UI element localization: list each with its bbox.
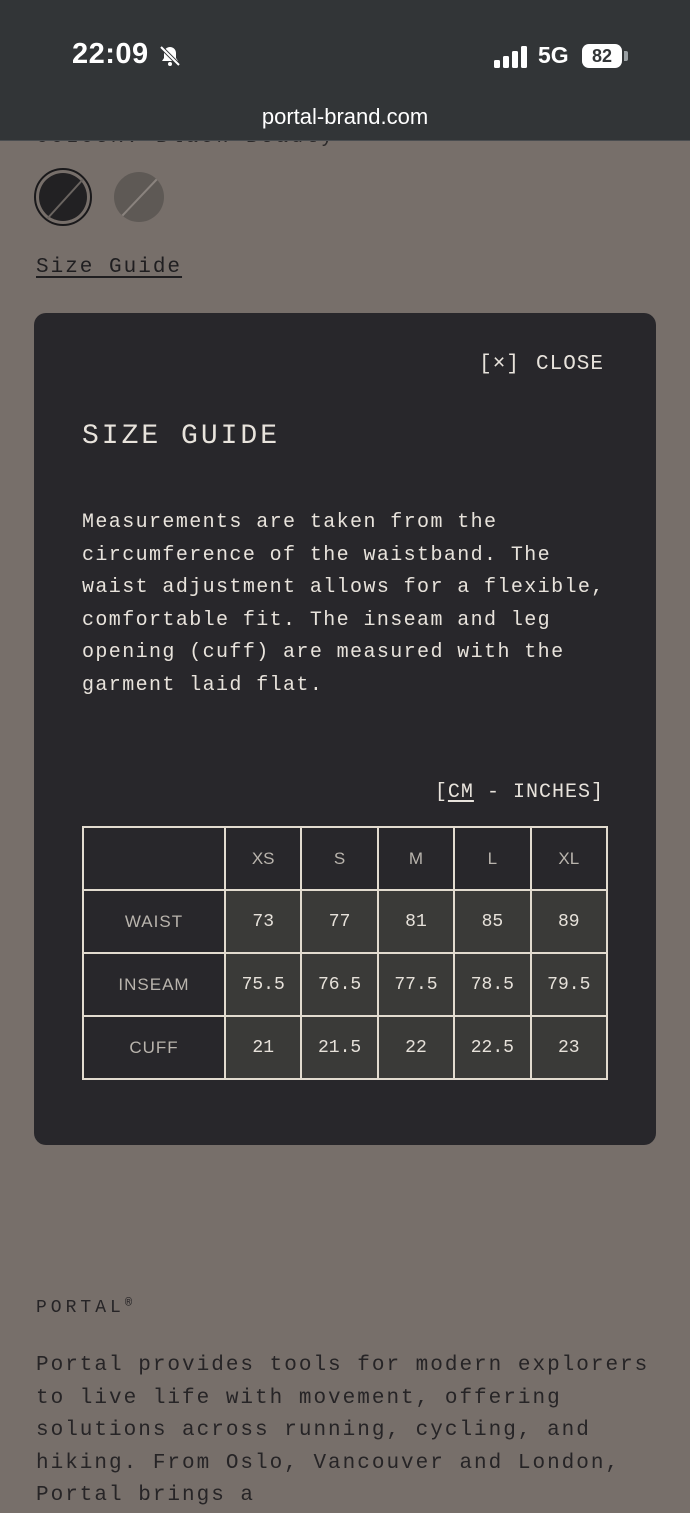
size-header: XS bbox=[225, 827, 301, 890]
table-cell: 78.5 bbox=[454, 953, 530, 1016]
close-icon: [×] bbox=[479, 353, 520, 376]
close-button[interactable] bbox=[479, 353, 604, 376]
table-cell: 79.5 bbox=[531, 953, 607, 1016]
table-row bbox=[83, 953, 607, 1016]
close-label: CLOSE bbox=[535, 353, 604, 376]
table-cell: 89 bbox=[531, 890, 607, 953]
brand-name: PORTAL bbox=[36, 1298, 125, 1318]
table-cell: 21 bbox=[225, 1016, 301, 1079]
strike-icon bbox=[114, 172, 164, 222]
address-bar-url[interactable]: portal-brand.com bbox=[261, 104, 429, 129]
network-type: 5G bbox=[538, 42, 569, 68]
status-time: 22:09 bbox=[72, 38, 149, 70]
size-guide-description: Measurements are taken from the circumference of the waistband. The waist adjustment allows for a flexible, comfortable fit. The inseam and leg opening (cuff) are measured with the garment laid flat. bbox=[82, 511, 605, 697]
row-label-cuff: CUFF bbox=[83, 1016, 225, 1079]
table-cell: 73 bbox=[225, 890, 301, 953]
size-table bbox=[82, 826, 608, 1080]
table-cell: 77 bbox=[301, 890, 377, 953]
table-cell: 22 bbox=[378, 1016, 454, 1079]
size-header-row bbox=[83, 827, 607, 890]
table-cell: 85 bbox=[454, 890, 530, 953]
unit-bracket-open: [ bbox=[434, 781, 448, 804]
table-corner-cell bbox=[83, 827, 225, 890]
strike-icon bbox=[36, 170, 92, 226]
registered-mark: ® bbox=[124, 1296, 133, 1310]
size-header: S bbox=[301, 827, 377, 890]
swatch-black[interactable] bbox=[34, 168, 92, 226]
table-cell: 77.5 bbox=[378, 953, 454, 1016]
bell-slash-icon bbox=[158, 44, 182, 68]
size-header: M bbox=[378, 827, 454, 890]
battery-tip bbox=[624, 51, 628, 61]
row-label-inseam: INSEAM bbox=[83, 953, 225, 1016]
size-header: XL bbox=[531, 827, 607, 890]
unit-cm-option[interactable]: CM bbox=[447, 781, 474, 804]
table-cell: 23 bbox=[531, 1016, 607, 1079]
unit-bracket-close: ] bbox=[590, 781, 604, 804]
swatch-grey[interactable] bbox=[114, 172, 164, 222]
size-guide-link[interactable]: Size Guide bbox=[36, 256, 183, 279]
table-cell: 81 bbox=[378, 890, 454, 953]
unit-toggle bbox=[435, 781, 604, 804]
battery-icon: 82 bbox=[582, 44, 622, 68]
table-cell: 76.5 bbox=[301, 953, 377, 1016]
size-guide-modal bbox=[34, 313, 656, 1145]
size-header: L bbox=[454, 827, 530, 890]
signal-icon bbox=[494, 46, 528, 68]
footer-brand bbox=[36, 1296, 132, 1318]
row-label-waist: WAIST bbox=[83, 890, 225, 953]
unit-separator: - bbox=[486, 781, 500, 804]
table-cell: 21.5 bbox=[301, 1016, 377, 1079]
table-cell: 22.5 bbox=[454, 1016, 530, 1079]
table-cell: 75.5 bbox=[225, 953, 301, 1016]
table-row bbox=[83, 890, 607, 953]
table-row bbox=[83, 1016, 607, 1079]
unit-inches-option[interactable]: INCHES bbox=[512, 781, 591, 804]
footer-about-text: Portal provides tools for modern explorers to live life with movement, offering solutions across running, cycling, and hiking. From Oslo, Vancouver and London, Portal brings a bbox=[36, 1354, 650, 1508]
browser-top-bar bbox=[0, 0, 690, 141]
modal-title: SIZE GUIDE bbox=[82, 421, 281, 452]
